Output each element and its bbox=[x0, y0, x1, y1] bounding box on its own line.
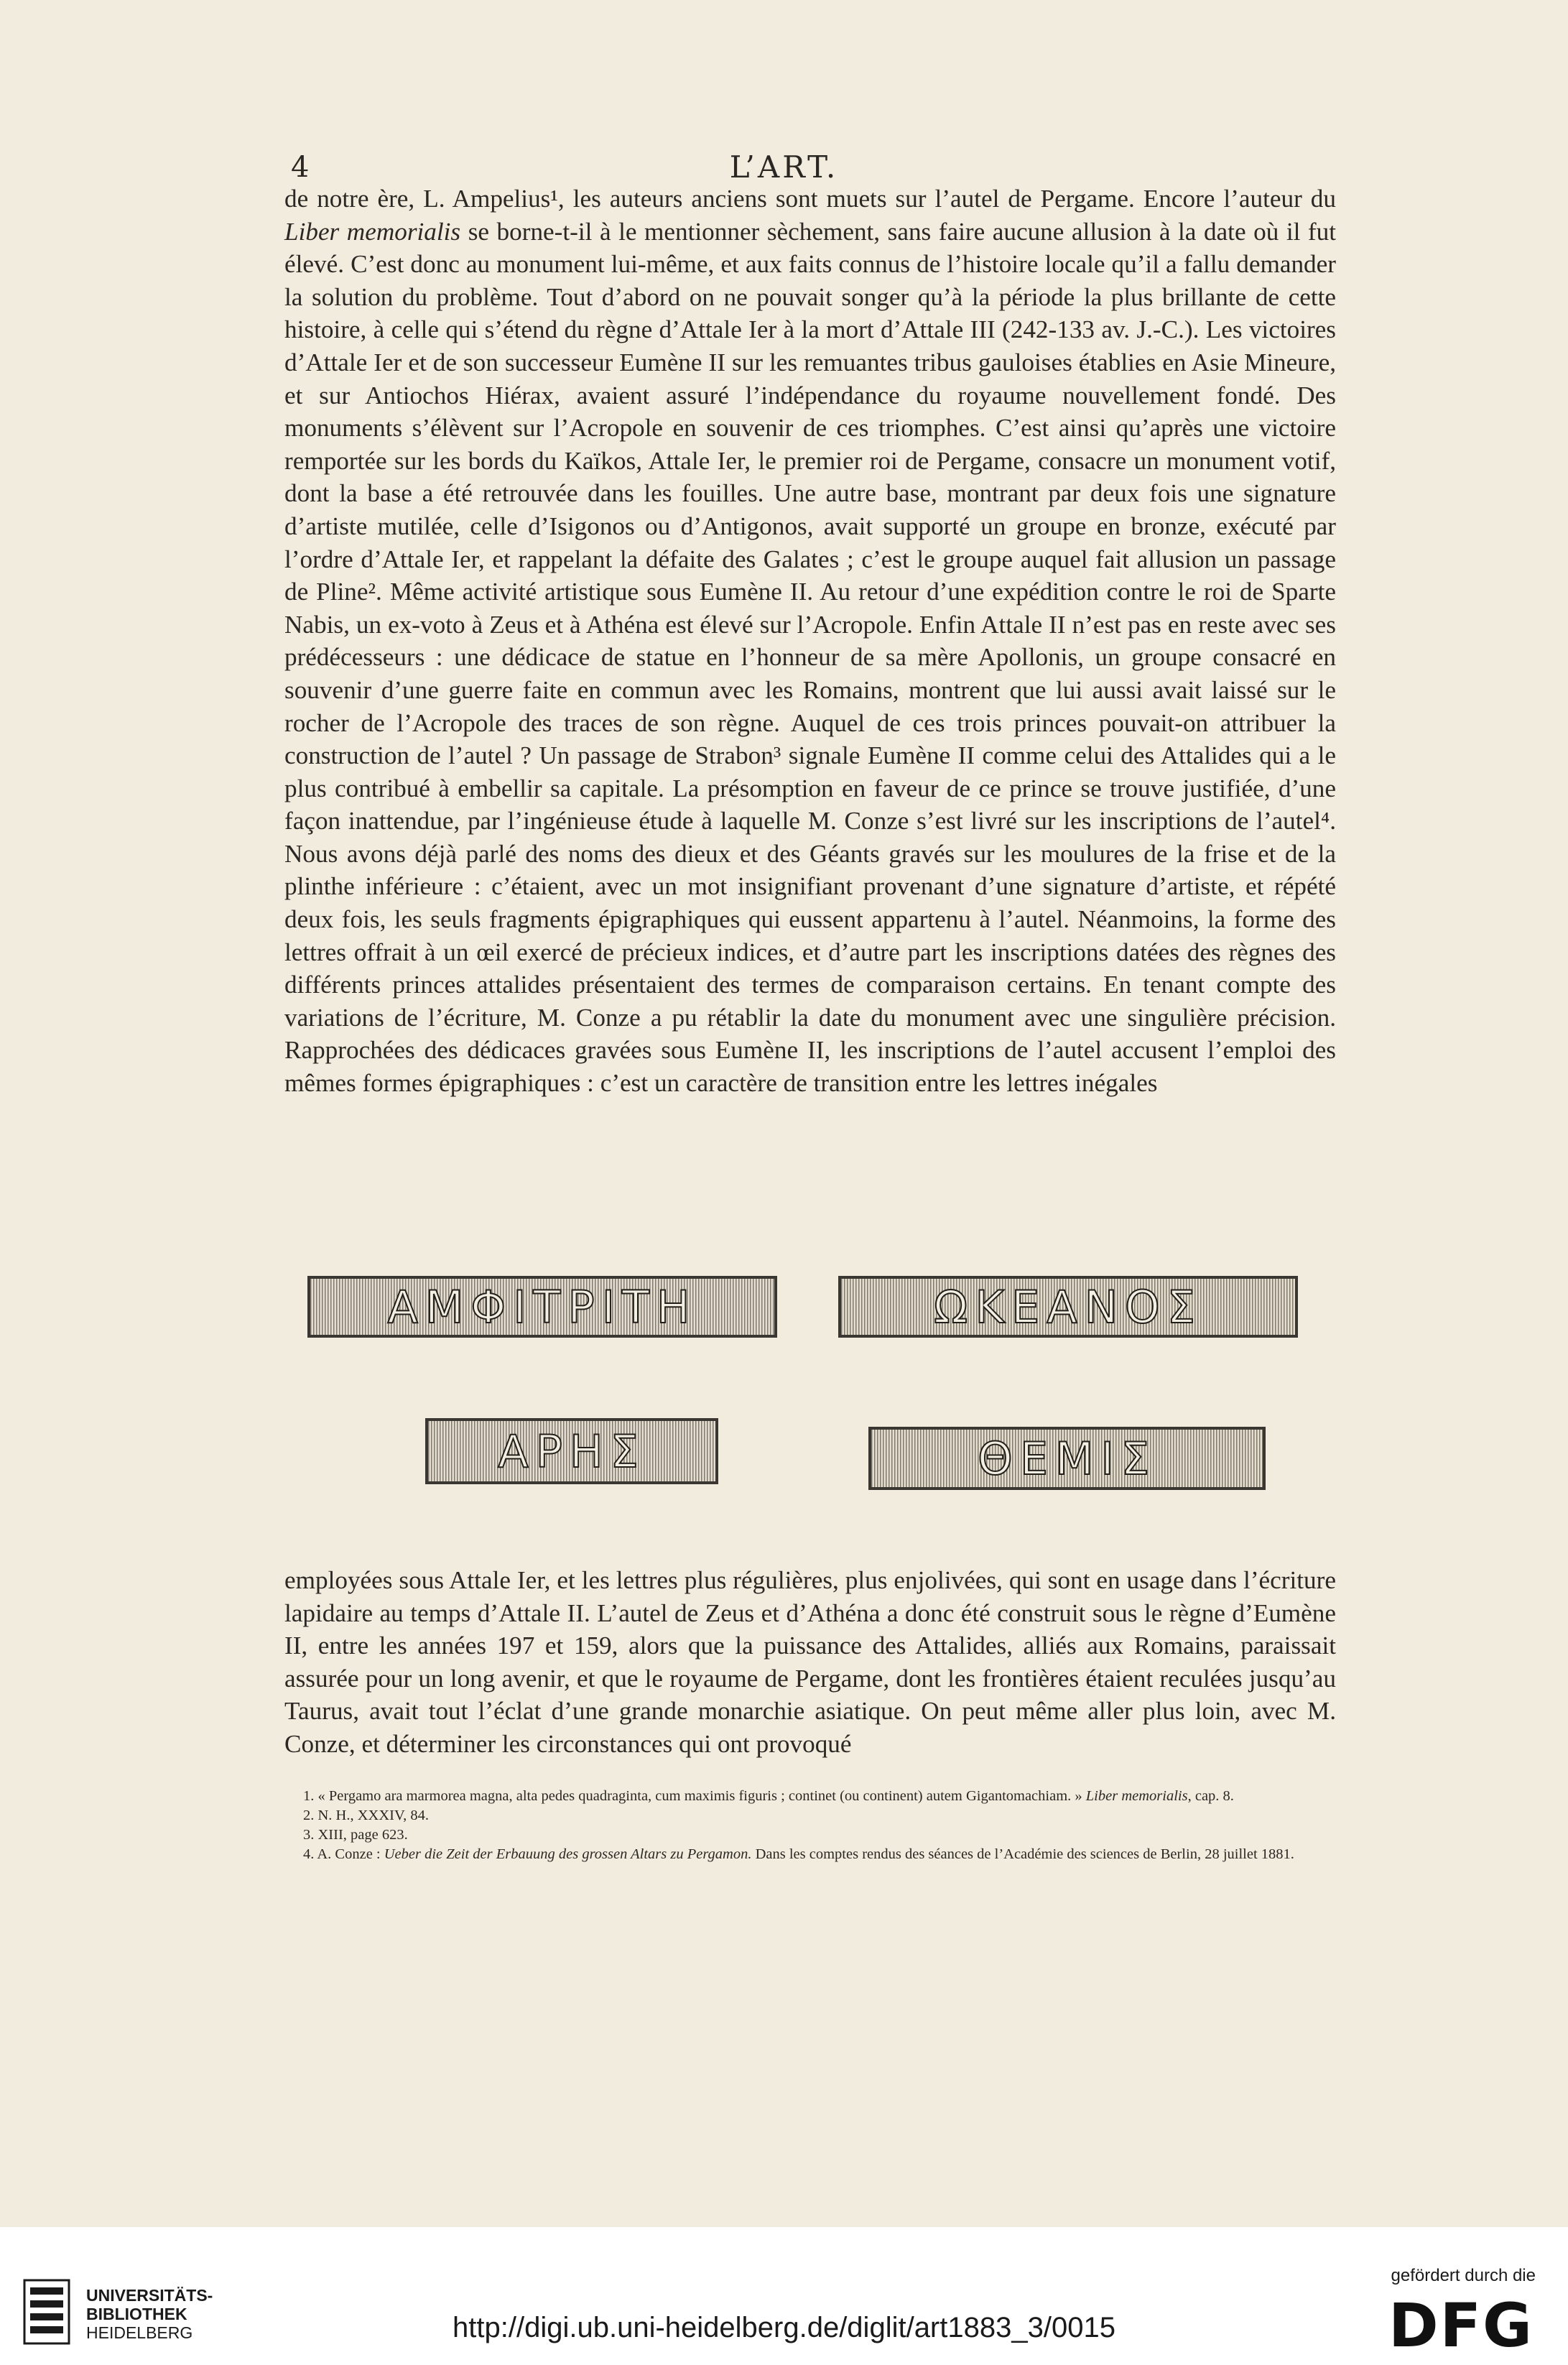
library-line: UNIVERSITÄTS- bbox=[86, 2286, 213, 2305]
footnote-source: Liber memorialis bbox=[1085, 1788, 1188, 1804]
running-head: L’ART. bbox=[729, 149, 839, 185]
footnote-text: , cap. 8. bbox=[1187, 1788, 1234, 1804]
permalink-url[interactable]: http://digi.ub.uni-heidelberg.de/diglit/art1883_3/0015 bbox=[453, 2312, 1115, 2343]
inscription-letters: ΘΕΜΙΣ bbox=[978, 1432, 1156, 1485]
text-run: de notre ère, L. Ampelius¹, les auteurs anciens sont muets sur l’autel de Pergame. Encore l’auteur du bbox=[284, 185, 1336, 213]
text-run: se borne-t-il à le mentionner sèchement, sans faire aucune allusion à la date où il fut élevé. C’est donc au monument lui-même, et aux faits connus de l’histoire locale qu’il a fallu demander la solution du problème. Tout d’abord on ne pouvait songer qu’à la période la plus brillante de cette histoire, à celle qui s’étend du règne d’Attale Ier à la mort d’Attale III (242-133 av. J.-C.). Les victoires d’Attale Ier et de son successeur Eumène II sur les remuantes tribus gauloises établies en Asie Mineure, et sur Antiochos Hiérax, avaient assuré l’indépendance du royaume nouvellement fondé. Des monuments s’élèvent sur l’Acropole en souvenir de ces triomphes. C’est ainsi qu’après une victoire remportée sur les bords du Kaïkos, Attale Ier, le premier roi de Pergame, consacre un monument votif, dont la base a été retrouvée dans les fouilles. Une autre base, montrant par deux fois une signature d’artiste mutilée, celle d’Isigonos ou d’Antigonos, avait supporté un groupe en bronze, exécuté par l’ordre d’Attale Ier, et rappelant la défaite des Galates ; c’est le groupe auquel fait allusion un passage de Pline². Même activité artistique sous Eumène II. Au retour d’une expédition contre le roi de Sparte Nabis, un ex-voto à Zeus et à Athéna est élevé sur l’Acropole. Enfin Attale II n’est pas en reste avec ses prédécesseurs : une dédicace de statue en l’honneur de sa mère Apollonis, un groupe consacré en souvenir d’une guerre faite en commun avec les Romains, montrent que lui aussi avait laissé sur le rocher de l’Acropole des traces de son règne. Auquel de ces trois princes pouvait-on attribuer la construction de l’autel ? Un passage de Strabon³ signale Eumène II comme celui des Attalides qui a le plus contribué à embellir sa capitale. La présomption en faveur de ce prince se trouve justifiée, d’une façon inattendue, par l’ingénieuse étude à laquelle M. Conze s’est livré sur les inscriptions de l’autel⁴. Nous avons déjà parlé des noms des dieux et des Géants gravés sur les moulures de la frise et de la plinthe inférieure : c’étaient, avec un mot insignifiant provenant d’une signature d’artiste, et répété deux fois, les seuls fragments épigraphiques qui eussent appartenu à l’autel. Néanmoins, la forme des lettres offrait à un œil exercé de précieux indices, et d’autre part les inscriptions datées des règnes des différents princes attalides présentaient des termes de comparaison certains. En tenant compte des variations de l’écriture, M. Conze a pu rétablir la date du monument avec une singulière précision. Rapprochées des dédicaces gravées sous Eumène II, les inscriptions de l’autel accusent l’emploi des mêmes formes épigraphiques : c’est un caractère de transition entre les lettres inégales bbox=[284, 217, 1336, 1098]
inscription-okeanos bbox=[838, 1276, 1298, 1338]
footnotes bbox=[284, 1787, 1336, 1864]
library-line: HEIDELBERG bbox=[86, 2323, 193, 2342]
footnote-3: 3. XIII, page 623. bbox=[303, 1827, 408, 1843]
inscription-ares bbox=[425, 1418, 718, 1484]
paragraph bbox=[284, 182, 1336, 1100]
inscription-amphitrite bbox=[307, 1276, 777, 1338]
footnote-2: 2. N. H., XXXIV, 84. bbox=[303, 1808, 430, 1823]
body-text-bottom bbox=[284, 1564, 1336, 1765]
footnote-4 bbox=[284, 1845, 1336, 1864]
inscription-letters: ΩΚΕΑΝΟΣ bbox=[934, 1280, 1202, 1333]
dfg-logo: DFG bbox=[1388, 2290, 1534, 2361]
footnote-text: 4. A. Conze : bbox=[303, 1846, 384, 1862]
paragraph: employées sous Attale Ier, et les lettres plus régulières, plus enjolivées, qui sont en usage dans l’écriture lapidaire au temps d’Attale II. L’autel de Zeus et d’Athéna a donc été construit sous le règne d’Eumène II, entre les années 197 et 159, alors que la puissance des Attalides, alliés aux Romains, paraissait assurée pour un long avenir, et que le royaume de Pergame, dont les frontières étaient reculées jusqu’au Taurus, avait tout l’éclat d’une grande monarchie asiatique. On peut même aller plus loin, avec M. Conze, et déterminer les circonstances qui ont provoqué bbox=[284, 1566, 1336, 1758]
page-number: 4 bbox=[291, 151, 310, 184]
inscription-themis bbox=[868, 1427, 1266, 1490]
funding-credit: gefördert durch die bbox=[1391, 2266, 1536, 2285]
footnote-text: 1. « Pergamo ara marmorea magna, alta pedes quadraginta, cum maximis figuris ; continet (ou continent) autem Gigantomachiam. » bbox=[303, 1788, 1082, 1804]
footnote-1 bbox=[284, 1787, 1336, 1806]
inscription-letters: ΑΜΦΙΤΡΙΤΗ bbox=[387, 1280, 697, 1333]
footer-bar bbox=[0, 2227, 1568, 2365]
footnote-text: Dans les comptes rendus des séances de l’Académie des sciences de Berlin, 28 juillet 1881. bbox=[751, 1846, 1294, 1862]
book-title: Liber memorialis bbox=[284, 217, 461, 246]
body-text-top bbox=[284, 182, 1336, 1221]
inscription-letters: ΑΡΗΣ bbox=[498, 1425, 646, 1478]
library-line: BIBLIOTHEK bbox=[86, 2305, 187, 2323]
footnote-title: Ueber die Zeit der Erbauung des grossen Altars zu Pergamon. bbox=[384, 1846, 752, 1862]
